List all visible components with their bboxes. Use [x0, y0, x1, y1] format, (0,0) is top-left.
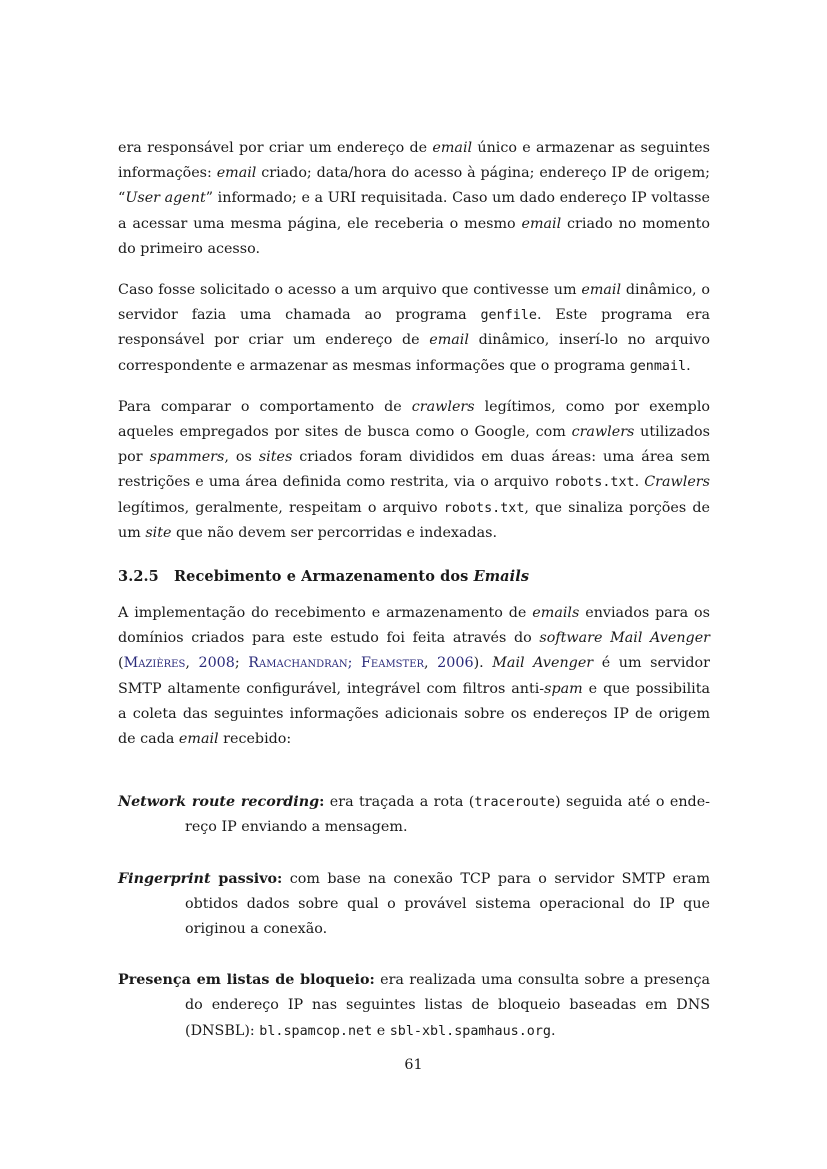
- text: ).: [473, 655, 493, 672]
- text: é um servidor SMTP altamente configurável, integrável com filtros anti-: [118, 655, 710, 697]
- text: era realizada uma consulta sobre a presença do endereço IP nas seguintes listas de bloqueio baseadas em DNS (DNSBL):: [185, 972, 710, 1039]
- section-title-emphasis: Emails: [473, 568, 530, 586]
- text: legítimos, geralmente, respeitam o arquivo: [118, 499, 444, 516]
- text-emphasis: spam: [544, 680, 583, 697]
- text: enviados para os domínios criados para este estudo foi feita através do: [118, 605, 710, 647]
- text-emphasis: crawlers: [571, 424, 635, 441]
- text: criado; data/hora do acesso à página; endereço IP de origem; “: [118, 165, 710, 207]
- page-number: 61: [404, 1057, 423, 1073]
- paragraph-dynamic-email: [118, 278, 710, 379]
- list-item-fingerprint: [118, 867, 710, 943]
- list-item-blocklists: [118, 968, 710, 1044]
- code-spamhaus: sbl-xbl.spamhaus.org: [389, 1023, 551, 1039]
- term-rest: :: [319, 794, 325, 811]
- text-emphasis: sites: [258, 449, 293, 466]
- text: ;: [234, 655, 249, 672]
- text: Para comparar o comportamento de: [118, 398, 412, 415]
- text-emphasis: email: [216, 165, 257, 182]
- text-emphasis: email: [429, 332, 469, 349]
- text: (: [118, 655, 124, 672]
- text-emphasis: emails: [532, 605, 580, 622]
- text: , os: [224, 449, 259, 466]
- code-spamcop: bl.spamcop.net: [259, 1023, 373, 1039]
- text: dinâmico, o servidor fazia uma chamada ao programa: [118, 282, 710, 324]
- text: e: [372, 1022, 390, 1039]
- page-body: [118, 136, 710, 1044]
- text-emphasis: User agent: [125, 190, 206, 207]
- text-emphasis: email: [432, 140, 473, 156]
- text: e que possibilita a coleta das seguintes informações adicionais sobre os endereços IP de origem de cada: [118, 680, 710, 748]
- citation-link-mazieres[interactable]: Mazières: [123, 655, 186, 672]
- text-emphasis: crawlers: [411, 398, 475, 415]
- text: com base na conexão TCP para o servidor SMTP eram obtidos dados sobre qual o provável sistema operacional do IP que originou a conexão.: [185, 870, 711, 938]
- text: ” informado; e a URI requisitada. Caso um dado endereço IP voltasse a acessar uma mesma página, ele receberia o mesmo: [118, 190, 710, 232]
- code-robots-txt: robots.txt: [443, 500, 525, 516]
- text-emphasis: email: [581, 282, 622, 299]
- paragraph-mail-avenger: [118, 601, 710, 752]
- text: ,: [185, 655, 199, 672]
- text: legítimos, como por exemplo aqueles empregados por sites de busca como o Google, com: [118, 398, 710, 441]
- section-number: 3.2.5: [118, 568, 159, 586]
- text: criado no momento do primeiro acesso.: [118, 215, 711, 257]
- code-robots-txt: robots.txt: [553, 475, 635, 491]
- text-emphasis: email: [521, 215, 562, 232]
- item-term: [118, 794, 324, 810]
- code-traceroute: traceroute: [474, 795, 555, 811]
- term-emphasis: Fingerprint: [118, 870, 211, 887]
- text: utilizados por: [118, 424, 710, 466]
- text: ) seguida até o endereço IP enviando a mensagem.: [185, 794, 711, 836]
- citation-year-link[interactable]: 2006: [437, 655, 474, 672]
- list-item-network-route: [118, 790, 710, 840]
- text-emphasis: Mail Avenger: [492, 655, 594, 672]
- code-genmail: genmail: [629, 358, 687, 374]
- term-emphasis: Network route recording: [118, 794, 320, 811]
- citation-link-ramachandran-feamster[interactable]: Ramachandran; Feamster: [248, 655, 425, 672]
- paragraph-email-creation: [118, 136, 710, 262]
- text: Caso fosse solicitado o acesso a um arquivo que contivesse um: [118, 282, 582, 299]
- text: . Este programa era responsável por criar um endereço de: [118, 307, 710, 349]
- code-genfile: genfile: [480, 308, 537, 324]
- term-rest: passivo:: [210, 870, 283, 887]
- text: recebido:: [218, 731, 292, 748]
- text: .: [634, 474, 645, 491]
- text: .: [686, 357, 691, 374]
- paragraph-crawlers: [118, 395, 710, 546]
- text: dinâmico, inserí-lo no arquivo correspondente e armazenar as mesmas informações que o programa: [118, 332, 710, 374]
- text: , que sinaliza porções de um: [118, 499, 710, 541]
- text: ,: [424, 655, 438, 672]
- text-emphasis: software Mail Avenger: [539, 630, 710, 647]
- text: único e armazenar as seguintes informações:: [118, 140, 710, 182]
- text: era responsável por criar um endereço de: [118, 140, 433, 156]
- text: A implementação do recebimento e armazenamento de: [118, 605, 533, 622]
- text: era traçada a rota (: [324, 794, 475, 811]
- text: que não devem ser percorridas e indexadas.: [171, 524, 498, 541]
- section-title: Recebimento e Armazenamento dos: [174, 568, 474, 586]
- text-emphasis: spammers: [149, 449, 225, 466]
- text-emphasis: site: [145, 524, 172, 541]
- section-heading: [118, 568, 710, 585]
- item-term: [118, 871, 282, 887]
- text: criados foram divididos em duas áreas: uma área sem restrições e uma área definida como restrita, via o arquivo: [118, 449, 711, 491]
- text: .: [550, 1022, 556, 1039]
- citation-year-link[interactable]: 2008: [198, 655, 235, 672]
- text-emphasis: email: [178, 731, 219, 748]
- text-emphasis: Crawlers: [644, 474, 710, 491]
- item-term: Presença em listas de bloqueio:: [118, 972, 375, 989]
